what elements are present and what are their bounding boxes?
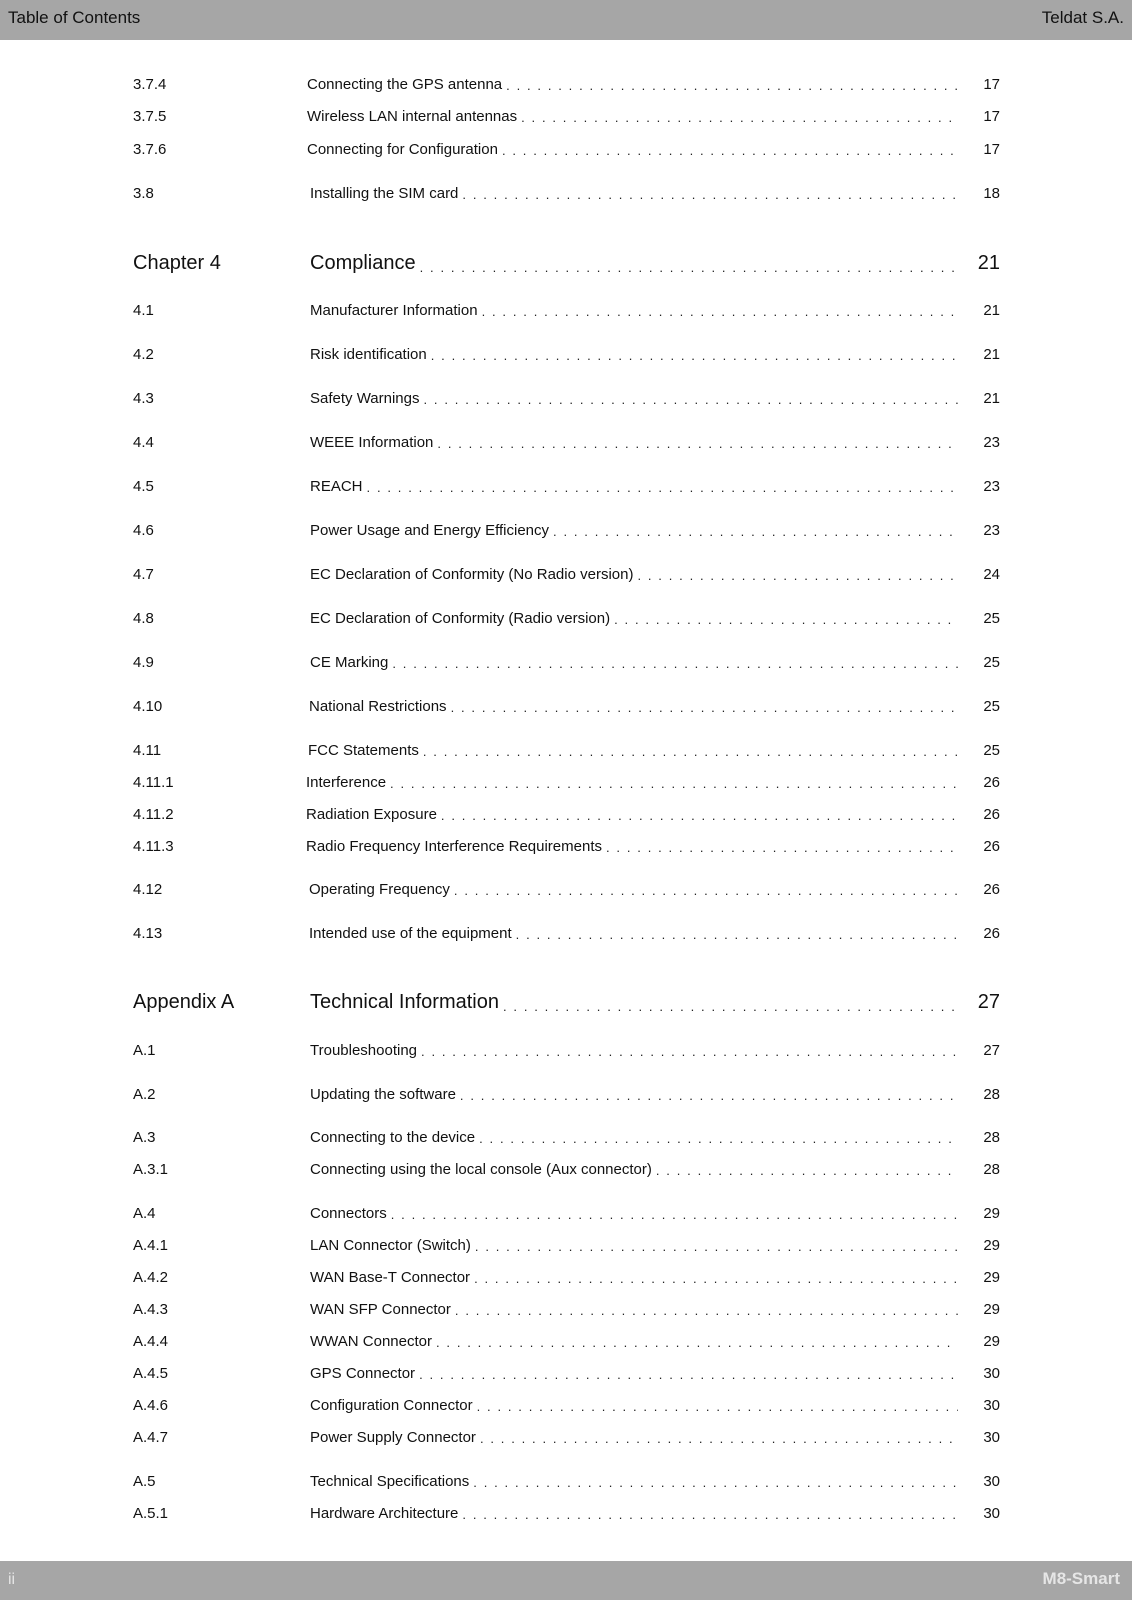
toc-entry-title-line — [310, 346, 1000, 363]
toc-row[interactable] — [0, 434, 1132, 458]
toc-row[interactable] — [0, 1397, 1132, 1421]
toc-row[interactable] — [0, 185, 1132, 209]
toc-entry-page: 21 — [983, 346, 1000, 363]
page-header — [0, 0, 1132, 40]
toc-row[interactable] — [0, 1205, 1132, 1229]
toc-entry-page: 29 — [983, 1269, 1000, 1286]
toc-entry-title-line — [307, 76, 1000, 93]
toc-entry-page: 21 — [983, 390, 1000, 407]
toc-entry-title[interactable]: WEEE Information — [310, 434, 434, 451]
toc-row[interactable] — [0, 346, 1132, 370]
toc-entry-page: 27 — [977, 991, 1000, 1013]
toc-row[interactable] — [0, 1129, 1132, 1153]
dot-leader — [387, 1207, 958, 1222]
toc-entry-number: 4.7 — [133, 566, 154, 583]
dot-leader — [549, 524, 958, 539]
toc-entry-title[interactable]: WAN Base-T Connector — [310, 1269, 471, 1286]
toc-entry-title[interactable]: Power Supply Connector — [310, 1429, 476, 1446]
toc-row[interactable] — [0, 1086, 1132, 1110]
toc-entry-title-line — [309, 925, 1000, 942]
toc-entry-title-line — [310, 1505, 1000, 1522]
footer-product-name: M8-Smart — [1042, 1569, 1120, 1588]
toc-entry-title[interactable]: Manufacturer Information — [310, 302, 478, 319]
toc-entry-title-line — [310, 654, 1000, 671]
dot-leader — [652, 1163, 958, 1178]
toc-entry-number: A.1 — [133, 1042, 156, 1059]
toc-entry-title[interactable]: WAN SFP Connector — [310, 1301, 451, 1318]
toc-row[interactable] — [0, 478, 1132, 502]
header-section-title: Table of Contents — [8, 8, 141, 27]
dot-leader — [517, 110, 958, 125]
dot-leader — [437, 808, 958, 823]
toc-row[interactable] — [0, 742, 1132, 766]
dot-leader — [427, 348, 958, 363]
toc-entry-page: 26 — [983, 838, 1000, 855]
dot-leader — [388, 656, 958, 671]
dot-leader — [416, 260, 958, 275]
toc-entry-title[interactable]: Wireless LAN internal antennas — [307, 108, 518, 125]
toc-entry-page: 26 — [983, 806, 1000, 823]
toc-row[interactable] — [0, 566, 1132, 590]
toc-entry-number: 4.11 — [133, 742, 162, 759]
toc-row[interactable] — [0, 881, 1132, 905]
toc-entry-page: 30 — [983, 1365, 1000, 1382]
toc-entry-title[interactable]: Technical Specifications — [310, 1473, 470, 1490]
toc-entry-number: Appendix A — [133, 991, 235, 1013]
toc-entry-title[interactable]: Connectors — [310, 1205, 387, 1222]
toc-entry-number: 4.10 — [133, 698, 163, 715]
toc-entry-page: 23 — [983, 434, 1000, 451]
toc-entry-title[interactable]: Operating Frequency — [309, 881, 450, 898]
toc-entry-title[interactable]: Compliance — [310, 252, 416, 274]
toc-row[interactable] — [0, 1237, 1132, 1261]
toc-entry-number: 4.11.3 — [133, 838, 174, 855]
header-company: Teldat S.A. — [1041, 8, 1124, 27]
toc-entry-number: 4.3 — [133, 390, 154, 407]
toc-entry-title[interactable]: Connecting for Configuration — [307, 141, 498, 158]
toc-entry-title[interactable]: Troubleshooting — [310, 1042, 418, 1059]
toc-entry-number: 3.8 — [133, 185, 154, 202]
toc-entry-title[interactable]: Safety Warnings — [310, 390, 420, 407]
toc-entry-title-line — [310, 1086, 1000, 1103]
toc-row[interactable] — [0, 1473, 1132, 1497]
toc-entry-title-line — [310, 610, 1000, 627]
toc-entry-page: 23 — [983, 522, 1000, 539]
page-footer — [0, 1561, 1132, 1600]
toc-entry-page: 30 — [983, 1505, 1000, 1522]
toc-entry-title[interactable]: Connecting the GPS antenna — [307, 76, 503, 93]
dot-leader — [363, 480, 958, 495]
toc-entry-title-line — [306, 838, 1000, 855]
toc-chapter-row[interactable] — [0, 991, 1132, 1015]
toc-entry-page: 21 — [983, 302, 1000, 319]
toc-entry-number: A.4.2 — [133, 1269, 169, 1286]
toc-entry-number: A.3 — [133, 1129, 156, 1146]
toc-entry-title-line — [307, 141, 1000, 158]
toc-entry-number: 4.11.1 — [133, 774, 174, 791]
toc-entry-page: 28 — [983, 1129, 1000, 1146]
toc-row[interactable] — [0, 610, 1132, 634]
dot-leader — [633, 568, 958, 583]
footer-page-number: ii — [8, 1571, 16, 1588]
toc-entry-title-line — [310, 1365, 1000, 1382]
dot-leader — [498, 143, 958, 158]
toc-entry-title-line — [306, 806, 1000, 823]
toc-entry-title[interactable]: Connecting to the device — [310, 1129, 476, 1146]
toc-row[interactable] — [0, 141, 1132, 165]
toc-entry-title[interactable]: Interference — [306, 774, 387, 791]
toc-entry-title-line — [310, 1042, 1000, 1059]
toc-entry-title[interactable]: Intended use of the equipment — [309, 925, 512, 942]
toc-row[interactable] — [0, 654, 1132, 678]
toc-entry-page: 25 — [983, 610, 1000, 627]
toc-entry-number: 3.7.6 — [133, 141, 167, 158]
toc-entry-title-line — [310, 252, 1000, 275]
toc-entry-number: 4.2 — [133, 346, 154, 363]
toc-entry-title-line — [310, 1397, 1000, 1414]
toc-row[interactable] — [0, 774, 1132, 798]
toc-entry-title-line — [310, 478, 1000, 495]
toc-entry-title[interactable]: Installing the SIM card — [310, 185, 459, 202]
toc-entry-number: 4.12 — [133, 881, 163, 898]
dot-leader — [478, 304, 958, 319]
toc-entry-title-line — [309, 698, 1000, 715]
toc-entry-title[interactable]: National Restrictions — [309, 698, 447, 715]
toc-entry-title-line — [307, 108, 1000, 125]
dot-leader — [475, 1131, 958, 1146]
toc-entry-page: 25 — [983, 654, 1000, 671]
toc-entry-title-line — [308, 742, 1000, 759]
toc-row[interactable] — [0, 108, 1132, 132]
toc-entry-title[interactable]: Risk identification — [310, 346, 427, 363]
toc-entry-number: A.4.3 — [133, 1301, 169, 1318]
toc-entry-title[interactable]: WWAN Connector — [310, 1333, 432, 1350]
toc-entry-page: 18 — [983, 185, 1000, 202]
toc-entry-page: 28 — [983, 1086, 1000, 1103]
toc-entry-number: 3.7.4 — [133, 76, 167, 93]
toc-chapter-row[interactable] — [0, 252, 1132, 276]
toc-row[interactable] — [0, 390, 1132, 414]
toc-entry-page: 30 — [983, 1473, 1000, 1490]
toc-entry-title-line — [310, 1129, 1000, 1146]
toc-entry-number: A.5.1 — [133, 1505, 169, 1522]
toc-entry-page: 26 — [983, 881, 1000, 898]
toc-entry-title[interactable]: EC Declaration of Conformity (No Radio version) — [310, 566, 634, 583]
toc-entry-title[interactable]: Updating the software — [310, 1086, 456, 1103]
toc-entry-number: Chapter 4 — [133, 252, 221, 274]
toc-entry-title-line — [306, 774, 1000, 791]
dot-leader — [458, 187, 958, 202]
toc-entry-title[interactable]: LAN Connector (Switch) — [310, 1237, 471, 1254]
dot-leader — [602, 840, 958, 855]
toc-entry-number: 3.7.5 — [133, 108, 167, 125]
toc-row[interactable] — [0, 1161, 1132, 1185]
toc-entry-title-line — [310, 991, 1000, 1014]
toc-entry-page: 30 — [983, 1429, 1000, 1446]
toc-entry-page: 17 — [983, 108, 1000, 125]
toc-entry-page: 28 — [983, 1161, 1000, 1178]
toc-row[interactable] — [0, 925, 1132, 949]
toc-entry-page: 29 — [983, 1205, 1000, 1222]
dot-leader — [502, 78, 958, 93]
toc-entry-title-line — [310, 522, 1000, 539]
toc-entry-title[interactable]: Technical Information — [310, 991, 499, 1013]
toc-row[interactable] — [0, 1301, 1132, 1325]
toc-row[interactable] — [0, 1269, 1132, 1293]
toc-entry-number: A.2 — [133, 1086, 156, 1103]
toc-entry-number: A.4.7 — [133, 1429, 169, 1446]
toc-entry-number: A.4.1 — [133, 1237, 169, 1254]
toc-entry-number: 4.1 — [133, 302, 154, 319]
toc-entry-number: 4.5 — [133, 478, 154, 495]
toc-row[interactable] — [0, 1505, 1132, 1529]
toc-entry-page: 27 — [983, 1042, 1000, 1059]
toc-entry-page: 29 — [983, 1333, 1000, 1350]
toc-entry-title-line — [310, 1205, 1000, 1222]
dot-leader — [499, 999, 958, 1014]
toc-entry-title[interactable]: FCC Statements — [308, 742, 419, 759]
toc-entry-title-line — [309, 881, 1000, 898]
toc-entry-title[interactable]: CE Marking — [310, 654, 389, 671]
toc-entry-title[interactable]: Power Usage and Energy Efficiency — [310, 522, 550, 539]
toc-row[interactable] — [0, 522, 1132, 546]
toc-entry-number: A.5 — [133, 1473, 156, 1490]
toc-entry-number: A.4 — [133, 1205, 156, 1222]
toc-entry-title-line — [310, 185, 1000, 202]
toc-entry-title-line — [310, 434, 1000, 451]
dot-leader — [420, 392, 959, 407]
toc-entry-title-line — [310, 302, 1000, 319]
toc-entry-page: 24 — [983, 566, 1000, 583]
toc-entry-page: 25 — [983, 698, 1000, 715]
toc-row[interactable] — [0, 1365, 1132, 1389]
toc-row[interactable] — [0, 1429, 1132, 1453]
dot-leader — [456, 1088, 958, 1103]
toc-entry-title[interactable]: Configuration Connector — [310, 1397, 473, 1414]
toc-row[interactable] — [0, 698, 1132, 722]
toc-entry-number: 4.13 — [133, 925, 163, 942]
dot-leader — [450, 883, 958, 898]
dot-leader — [417, 1044, 958, 1059]
toc-entry-title-line — [310, 390, 1000, 407]
dot-leader — [471, 1239, 958, 1254]
toc-entry-number: A.3.1 — [133, 1161, 169, 1178]
toc-entry-title-line — [310, 1429, 1000, 1446]
toc-entry-title-line — [310, 1301, 1000, 1318]
toc-row[interactable] — [0, 76, 1132, 100]
toc-entry-title-line — [310, 1161, 1000, 1178]
toc-entry-page: 17 — [983, 76, 1000, 93]
toc-entry-title[interactable]: EC Declaration of Conformity (Radio version) — [310, 610, 611, 627]
toc-row[interactable] — [0, 302, 1132, 326]
toc-entry-number: 4.6 — [133, 522, 154, 539]
toc-entry-page: 25 — [983, 742, 1000, 759]
toc-entry-title-line — [310, 1333, 1000, 1350]
dot-leader — [419, 744, 958, 759]
dot-leader — [512, 927, 958, 942]
dot-leader — [386, 776, 958, 791]
toc-row[interactable] — [0, 1042, 1132, 1066]
dot-leader — [470, 1271, 958, 1286]
toc-entry-number: 4.8 — [133, 610, 154, 627]
toc-entry-title[interactable]: Radio Frequency Interference Requirements — [306, 838, 602, 855]
toc-entry-number: A.4.6 — [133, 1397, 169, 1414]
toc-entry-title[interactable]: Hardware Architecture — [310, 1505, 459, 1522]
toc-entry-title-line — [310, 1269, 1000, 1286]
toc-entry-page: 29 — [983, 1237, 1000, 1254]
dot-leader — [458, 1507, 958, 1522]
toc-entry-page: 17 — [983, 141, 1000, 158]
toc-entry-title[interactable]: GPS Connector — [310, 1365, 416, 1382]
dot-leader — [433, 436, 958, 451]
dot-leader — [447, 700, 958, 715]
toc-row[interactable] — [0, 838, 1132, 862]
toc-entry-page: 23 — [983, 478, 1000, 495]
toc-entry-page: 26 — [983, 925, 1000, 942]
toc-entry-title-line — [310, 1237, 1000, 1254]
toc-entry-title[interactable]: REACH — [310, 478, 363, 495]
dot-leader — [476, 1431, 958, 1446]
toc-entry-number: 4.9 — [133, 654, 154, 671]
toc-entry-number: A.4.4 — [133, 1333, 169, 1350]
toc-entry-title-line — [310, 1473, 1000, 1490]
toc-entry-title[interactable]: Connecting using the local console (Aux connector) — [310, 1161, 652, 1178]
dot-leader — [432, 1335, 958, 1350]
toc-entry-page: 26 — [983, 774, 1000, 791]
toc-row[interactable] — [0, 1333, 1132, 1357]
dot-leader — [451, 1303, 958, 1318]
toc-entry-page: 21 — [977, 252, 1000, 274]
toc-entry-number: A.4.5 — [133, 1365, 169, 1382]
dot-leader — [610, 612, 958, 627]
toc-entry-number: 4.4 — [133, 434, 154, 451]
dot-leader — [473, 1399, 958, 1414]
toc-entry-number: 4.11.2 — [133, 806, 174, 823]
dot-leader — [415, 1367, 958, 1382]
toc-entry-page: 30 — [983, 1397, 1000, 1414]
toc-entry-title[interactable]: Radiation Exposure — [306, 806, 437, 823]
toc-entry-page: 29 — [983, 1301, 1000, 1318]
toc-entry-title-line — [310, 566, 1000, 583]
dot-leader — [469, 1475, 958, 1490]
toc-row[interactable] — [0, 806, 1132, 830]
